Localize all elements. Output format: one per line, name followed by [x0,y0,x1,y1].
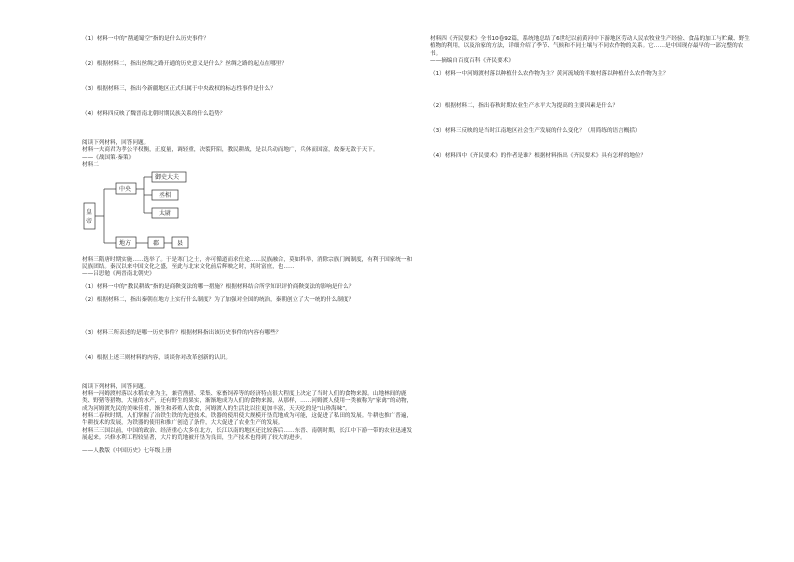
material2-label: 材料二 [82,161,99,168]
right-question-4: （4）材料四中《齐民要术》的作者是谁？根据材料指出《齐民要术》具有怎样的地位？ [430,153,647,160]
left-column [82,36,417,455]
material4-text: 材料四《齐民要术》全书10卷92篇，系统地总结了6世纪以前黄河中下游地区劳动人民农牧业生产经验、食品的加工与贮藏、野生植物的利用，以及治家的方法，详细介绍了季节、气候和不同土壤与不同农作物的关系。它……是中国现存最早的一部完整的农书。 [430,36,750,57]
question-top-4: （4）材料四反映了魏晋南北朝时期民族关系的什么趋势？ [82,111,226,117]
question-top-3: （3）根据材料三，指出今新疆地区正式归属于中央政权的标志性事件是什么？ [82,86,276,92]
right-question-3: （3）材料三反映的是当时江南地区社会生产发展的什么变化？（用简练的语言概括） [430,128,641,135]
right-column [430,36,750,160]
right-question-2: （2）根据材料二，指出春秋时期农业生产水平大为提高的主要因素是什么？ [430,103,619,110]
question-top-2: （2）根据材料二，指出丝绸之路开通的历史意义是什么？丝绸之路的起点在哪里？ [82,61,287,67]
material-c3-text: 材料三三国以前，中国的政治、经济重心大多在北方，长江以南的地区还比较落后……东晋、南朝时期，长江中下游一带的农业迅速发展起来。兴修水利工程较显著，大片的荒地被开垦为良田，生产技术也得到了较大的进步。 [82,427,413,441]
government-structure-diagram [82,171,202,255]
material1-source: ——《战国策·秦策》 [82,154,135,161]
diagram-yushi: 御史大夫 [155,173,180,181]
right-question-1: （1）材料一中河姆渡村落以种植什么农作物为主？黄河流域的半坡村落以种植什么农作物为主？ [430,70,669,77]
diagram-emperor-1: 皇 [86,208,93,216]
diagram-chengxiang: 丞相 [159,191,172,199]
diagram-taiwei: 太尉 [159,209,172,217]
question-mid-1: （1）材料一中的“教民耕战”指的是商鞅变法的哪一措施？根据材料结合所学知识评价商鞅变法的影响是什么？ [82,284,355,291]
material-c1-text: 材料一河姆渡村落以水稻农业为主，兼营渔猎、采集、家畜饲养等的经济特点很大程度上决定了当时人们的食物来源。山地林间的鹿类、野猪等猎物，大量的水产，还有野生的果实，渐渐地成为人们的食物来源，从那样，……河姆渡人使用一类被称为“家禽”的动物，成为河姆渡先民的美味佳肴，渐生和养殖人饮食，河姆渡人的生活比以往更加丰富，天天吃的是“山珍海味”。 [82,391,413,412]
diagram-emperor-2: 帝 [86,217,93,225]
read-prompt-1: 阅读下列材料，回答问题。 [82,140,150,146]
material1-text: 材料一夫商君为孝公平权衡，正度量，调轻重，决裂阡陌，教民耕战，是以兵动而地广，兵休而国富，故秦无敌于天下。 [82,147,379,154]
diagram-xian: 县 [177,239,184,247]
material3-text: 材料三隋唐时期实施……选举了。于是寒门之士，亦可循道而求仕途……民族融合，莫如科举，消除宗族门阀制度，有利于国家统一和民族团结。秦汉以来中国文化之盛，至此与北宋文化前后辉映之时，其时富庶，也…… [82,256,413,270]
read-prompt-2: 阅读下列材料，回答问题。 [82,383,150,390]
material-c2-text: 材料二春秋时期，人们掌握了冶铁生铁的先进技术。铁器的使用使大规模开垦荒地成为可能，这促进了私田的发展。牛耕也推广普遍，牛耕技术的发展，为铁器的使用和推广创造了条件，大大促进了农业生产的发展。 [82,412,413,427]
question-top-1: （1）材料一中的“凿通蜀空”指的是什么历史事件？ [82,36,209,42]
question-mid-2: （2）根据材料二，指出秦朝在地方上实行什么制度？为了加强对全国的统治，秦朝创立了大一统的什么制度？ [82,297,355,304]
material-c-source: ——人教版《中国历史》七年级上册 [82,448,172,455]
question-mid-4: （4）根据上述三则材料的内容，谈谈你对改革创新的认识。 [82,354,231,361]
material3-source: ——吕思勉《两晋南北朝史》 [82,271,155,278]
diagram-center: 中央 [119,185,132,193]
material4-source: ——摘编自百度百科《齐民要术》 [430,57,514,64]
diagram-local: 地方 [119,239,132,247]
question-mid-3: （3）材料三所表述的是哪一历史事件？根据材料指出该历史事件的内容有哪些？ [82,329,282,336]
diagram-jun: 郡 [153,239,160,247]
